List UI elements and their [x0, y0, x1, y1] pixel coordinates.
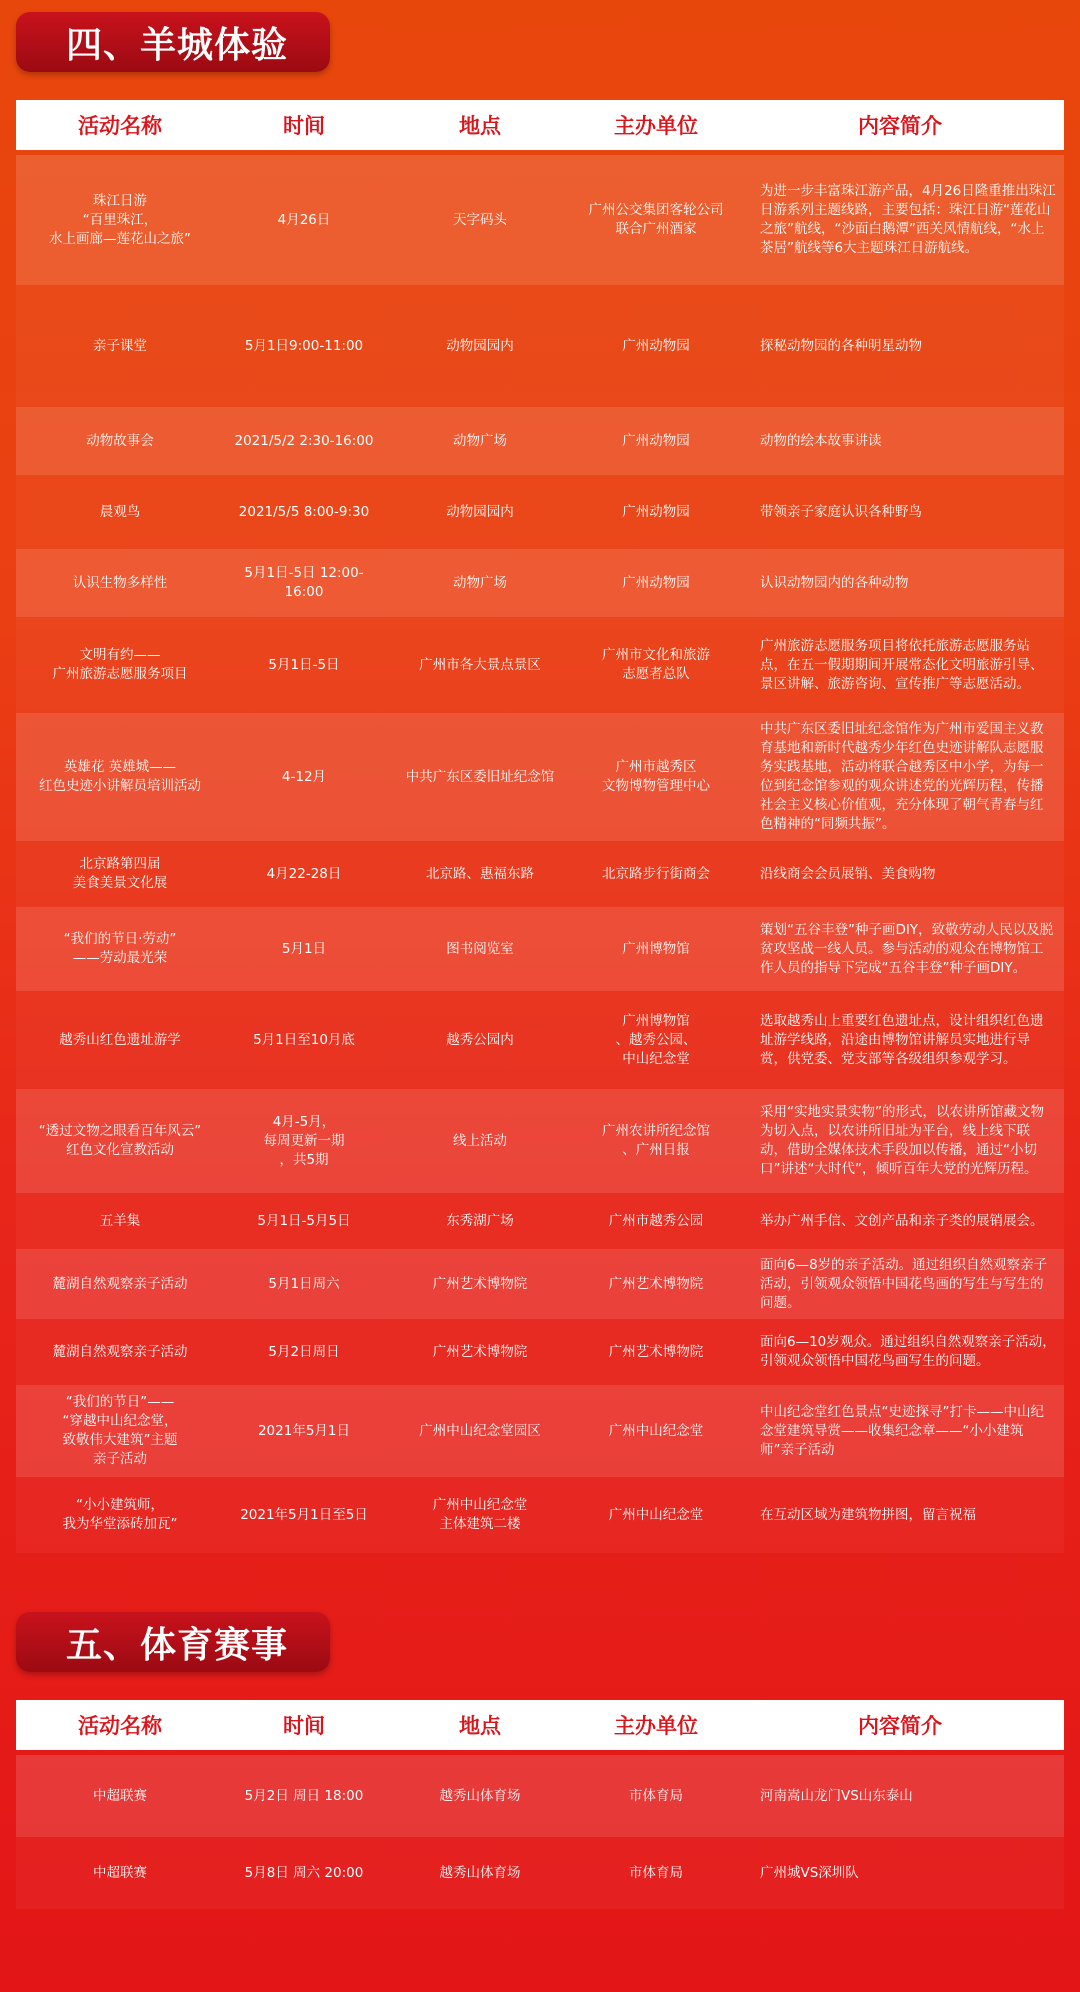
activity-place: 越秀山体育场 — [439, 1864, 521, 1881]
activity-name: 越秀山红色遗址游学 — [59, 1031, 181, 1048]
activity-description: 带领亲子家庭认识各种野鸟 — [760, 503, 922, 520]
activity-place: 广州艺术博物院 — [432, 1275, 528, 1292]
activity-name: “透过文物之眼看百年风云” 红色文化宣教活动 — [38, 1123, 202, 1158]
activity-name: 麓湖自然观察亲子活动 — [52, 1343, 188, 1360]
header-activity-name: 活动名称 — [78, 1714, 162, 1738]
activity-name: “我们的节日·劳动” ——劳动最光荣 — [63, 931, 177, 966]
table-row — [16, 991, 1064, 1089]
activity-place: 动物广场 — [453, 432, 507, 449]
activity-description: 沿线商会会员展销、美食购物 — [760, 865, 936, 882]
activity-description: 动物的绘本故事讲读 — [760, 432, 882, 449]
table-row — [16, 713, 1064, 841]
activity-organizer: 广州市文化和旅游 志愿者总队 — [602, 647, 710, 682]
table-row — [16, 1385, 1064, 1477]
activity-place: 中共广东区委旧址纪念馆 — [405, 768, 555, 785]
header-time: 时间 — [283, 1714, 325, 1738]
activity-name: 麓湖自然观察亲子活动 — [52, 1275, 188, 1292]
table-row — [16, 1249, 1064, 1319]
table-row — [16, 617, 1064, 713]
header-place: 地点 — [459, 114, 501, 138]
activity-place: 动物园园内 — [446, 337, 514, 354]
activity-description: 中共广东区委旧址纪念馆作为广州市爱国主义教育基地和新时代越秀少年红色史迹讲解队志愿服务实践基地，活动将联合越秀区中小学，为每一位到纪念馆参观的观众讲述党的光辉历程，传播社会主义核心价值观，充分体现了朝气青春与红色精神的“同频共振”。 — [760, 721, 1044, 832]
activity-name: 中超联赛 — [93, 1787, 147, 1804]
activity-description: 面向6—10岁观众。通过组织自然观察亲子活动，引领观众领悟中国花鸟画写生的问题。 — [760, 1334, 1056, 1369]
table-row — [16, 1193, 1064, 1249]
activity-description: 认识动物园内的各种动物 — [760, 574, 909, 591]
activity-name: 文明有约—— 广州旅游志愿服务项目 — [52, 647, 188, 682]
activity-time: 5月8日 周六 20:00 — [244, 1864, 364, 1881]
table-row — [16, 475, 1064, 549]
activity-description: 举办广州手信、文创产品和亲子类的展销展会。 — [760, 1212, 1044, 1229]
activity-place: 广州中山纪念堂 主体建筑二楼 — [432, 1497, 528, 1532]
activity-name: 动物故事会 — [86, 432, 154, 449]
activity-place: 动物广场 — [453, 574, 507, 591]
activity-organizer: 北京路步行街商会 — [602, 865, 710, 882]
activity-organizer: 广州市越秀公园 — [608, 1212, 704, 1229]
section-title-yangcheng: 四、羊城体验 — [16, 12, 330, 72]
activity-description: 中山纪念堂红色景点“史迹探寻”打卡——中山纪念堂建筑导赏——收集纪念章——“小小建筑师”亲子活动 — [760, 1403, 1044, 1458]
activity-organizer: 市体育局 — [629, 1864, 683, 1881]
activity-name: 认识生物多样性 — [72, 574, 168, 591]
activity-time: 5月1日至10月底 — [253, 1031, 355, 1048]
header-organizer: 主办单位 — [614, 114, 698, 138]
activity-place: 广州艺术博物院 — [432, 1343, 528, 1360]
table-row — [16, 285, 1064, 407]
activity-time: 2021/5/2 2:30-16:00 — [234, 432, 374, 449]
activity-name: 晨观鸟 — [99, 503, 141, 520]
activity-description: 策划“五谷丰登”种子画DIY，致敬劳动人民以及脱贫攻坚战一线人员。参与活动的观众在博物馆工作人员的指导下完成“五谷丰登”种子画DIY。 — [760, 921, 1054, 976]
header-activity-name: 活动名称 — [78, 114, 162, 138]
activity-name: 中超联赛 — [93, 1864, 147, 1881]
activity-description: 河南嵩山龙门VS山东泰山 — [760, 1787, 913, 1804]
activity-description: 采用“实地实景实物”的形式，以农讲所馆藏文物为切入点，以农讲所旧址为平台，线上线下联动，借助全媒体技术手段加以传播，通过“小切口”讲述“大时代”，倾听百年大党的光辉历程。 — [760, 1104, 1044, 1177]
table-row — [16, 1755, 1064, 1837]
table-row — [16, 1089, 1064, 1193]
table-row — [16, 1477, 1064, 1553]
activity-organizer: 广州公交集团客轮公司 联合广州酒家 — [588, 202, 724, 237]
activity-organizer: 广州市越秀区 文物博物管理中心 — [602, 759, 710, 794]
activity-description: 选取越秀山上重要红色遗址点，设计组织红色遗址游学线路，沿途由博物馆讲解员实地进行导赏，供党委、党支部等各级组织参观学习。 — [760, 1012, 1044, 1067]
header-description: 内容简介 — [858, 114, 942, 138]
activity-organizer: 市体育局 — [629, 1787, 683, 1804]
table-row — [16, 907, 1064, 991]
activity-time: 5月2日周日 — [268, 1343, 340, 1360]
activity-time: 5月1日-5月5日 — [257, 1212, 351, 1229]
activity-place: 动物园园内 — [446, 503, 514, 520]
activity-time: 5月1日9:00-11:00 — [244, 337, 364, 354]
table-row — [16, 407, 1064, 475]
activity-place: 越秀山体育场 — [439, 1787, 521, 1804]
activity-name: 五羊集 — [99, 1212, 141, 1229]
header-description: 内容简介 — [858, 1714, 942, 1738]
activity-place: 线上活动 — [453, 1132, 507, 1149]
header-place: 地点 — [459, 1714, 501, 1738]
activity-time: 2021年5月1日 — [257, 1422, 351, 1439]
table-header — [16, 1700, 1064, 1750]
activity-name: “小小建筑师， 我为华堂添砖加瓦” — [62, 1497, 178, 1532]
activity-organizer: 广州博物馆 — [622, 940, 690, 957]
section-title-sports: 五、体育赛事 — [16, 1612, 330, 1672]
activity-time: 5月2日 周日 18:00 — [244, 1787, 364, 1804]
table-row — [16, 1837, 1064, 1909]
activity-organizer: 广州动物园 — [622, 432, 690, 449]
activity-organizer: 广州艺术博物院 — [608, 1275, 704, 1292]
activity-description: 在互动区域为建筑物拼图，留言祝福 — [760, 1506, 976, 1523]
activity-organizer: 广州中山纪念堂 — [608, 1422, 704, 1439]
activity-organizer: 广州艺术博物院 — [608, 1343, 704, 1360]
activity-time: 2021年5月1日至5日 — [240, 1506, 368, 1523]
header-organizer: 主办单位 — [614, 1714, 698, 1738]
activity-description: 广州旅游志愿服务项目将依托旅游志愿服务站点，在五一假期期间开展常态化文明旅游引导、景区讲解、旅游咨询、宣传推广等志愿活动。 — [760, 637, 1044, 692]
activity-time: 2021/5/5 8:00-9:30 — [238, 503, 370, 520]
activity-time: 4月22-28日 — [266, 865, 342, 882]
activity-table — [16, 155, 1064, 1553]
header-time: 时间 — [283, 114, 325, 138]
activity-description: 探秘动物园的各种明星动物 — [760, 337, 922, 354]
activity-place: 广州市各大景点景区 — [419, 656, 541, 673]
activity-place: 天字码头 — [453, 211, 507, 228]
activity-name: 北京路第四届 美食美景文化展 — [72, 856, 168, 891]
activity-organizer: 广州动物园 — [622, 503, 690, 520]
activity-place: 北京路、惠福东路 — [426, 865, 534, 882]
activity-organizer: 广州动物园 — [622, 337, 690, 354]
activity-place: 越秀公园内 — [446, 1031, 514, 1048]
activity-time: 4-12月 — [281, 768, 327, 785]
activity-organizer: 广州中山纪念堂 — [608, 1506, 704, 1523]
activity-time: 4月26日 — [277, 211, 331, 228]
activity-place: 东秀湖广场 — [446, 1212, 514, 1229]
table-row — [16, 841, 1064, 907]
activity-organizer: 广州动物园 — [622, 574, 690, 591]
activity-time: 5月1日-5日 — [268, 656, 340, 673]
activity-time: 4月-5月， 每周更新一期 ，共5期 — [263, 1113, 345, 1168]
activity-place: 广州中山纪念堂园区 — [419, 1422, 541, 1439]
table-row — [16, 155, 1064, 285]
activity-time: 5月1日周六 — [268, 1275, 340, 1292]
table-header — [16, 100, 1064, 150]
sports-table — [16, 1755, 1064, 1909]
activity-name: 亲子课堂 — [93, 337, 147, 354]
activity-organizer: 广州农讲所纪念馆 、广州日报 — [602, 1123, 710, 1158]
table-row — [16, 1319, 1064, 1385]
activity-time: 5月1日 — [281, 940, 327, 957]
activity-name: 英雄花 英雄城—— 红色史迹小讲解员培训活动 — [39, 759, 201, 794]
activity-organizer: 广州博物馆 、越秀公园、 中山纪念堂 — [615, 1012, 697, 1067]
activity-place: 图书阅览室 — [446, 940, 514, 957]
activity-time: 5月1日-5日 12:00-16:00 — [244, 565, 364, 600]
activity-name: “我们的节日”—— “穿越中山纪念堂， 致敬伟大建筑”主题 亲子活动 — [62, 1394, 178, 1467]
activity-description: 面向6—8岁的亲子活动。通过组织自然观察亲子活动，引领观众领悟中国花鸟画的写生与写生的问题。 — [760, 1256, 1048, 1311]
activity-description: 为进一步丰富珠江游产品，4月26日隆重推出珠江日游系列主题线路，主要包括：珠江日游“莲花山之旅”航线，“沙面白鹅潭”西关风情航线，“水上茶居”航线等6大主题珠江日游航线。 — [760, 183, 1056, 256]
table-row — [16, 549, 1064, 617]
activity-name: 珠江日游 “百里珠江， 水上画廊—莲花山之旅” — [49, 192, 191, 247]
activity-description: 广州城VS深圳队 — [760, 1864, 859, 1881]
